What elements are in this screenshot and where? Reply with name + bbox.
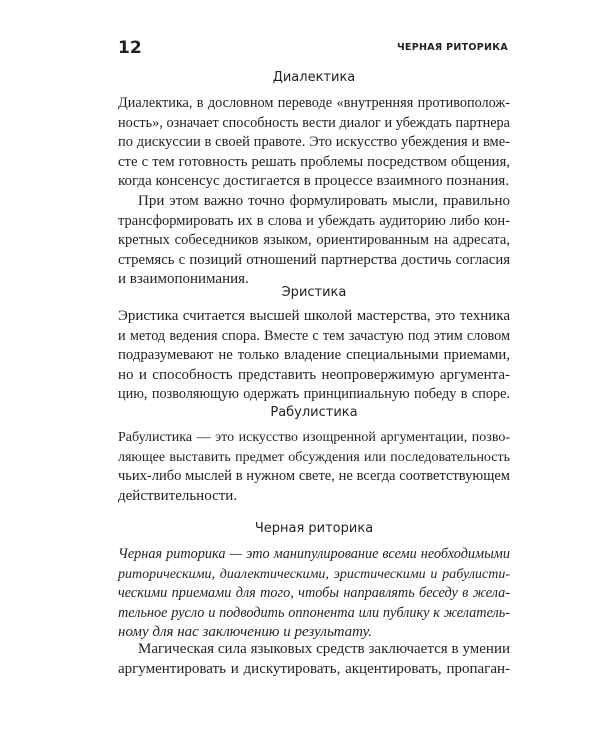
section-body-black-rhetoric bbox=[118, 545, 510, 643]
text-line: кретных собеседников языком, ориентированным на адресата, bbox=[118, 232, 510, 249]
text-line: Диалектика, в дословном переводе «внутренняя противополож- bbox=[118, 95, 510, 111]
closing-paragraph bbox=[118, 640, 510, 679]
text-line: ляющее выставить предмет обсуждения или последовательность bbox=[118, 449, 510, 465]
text-line: ность», означает способность вести диалог и убеждать партнера bbox=[118, 114, 510, 131]
section-body-dialectics bbox=[118, 94, 510, 290]
text-line: ческими приемами для того, чтобы направлять беседу в жела- bbox=[118, 585, 510, 602]
text-line: действительности. bbox=[118, 487, 238, 504]
page-number: 12 bbox=[118, 38, 142, 58]
section-heading-rabulistics: Рабулистика bbox=[270, 405, 358, 420]
text-line: При этом важно точно формулировать мысли, правильно bbox=[138, 192, 510, 209]
text-line: сте с тем готовность решать проблемы посредством общения, bbox=[118, 153, 510, 170]
running-title: ЧЕРНАЯ РИТОРИКА bbox=[396, 42, 508, 53]
text-line: по дискуссии в своей правоте. Это искусство убеждения и вме- bbox=[118, 134, 510, 151]
text-line: стремясь с позиций отношений партнерства достичь согласия bbox=[118, 251, 510, 268]
section-heading-dialectics: Диалектика bbox=[272, 70, 356, 85]
text-line: Магическая сила языковых средств заключается в умении bbox=[138, 641, 510, 657]
text-line: и взаимопонимания. bbox=[118, 271, 249, 288]
text-line: но и способность представить неопровержимую аргумента- bbox=[118, 366, 510, 383]
text-line: Рабулистика — это искусство изощренной аргументации, позво- bbox=[118, 430, 510, 445]
section-body-rabulistics bbox=[118, 428, 510, 506]
text-line: Черная риторика — это манипулирование всеми необходимыми bbox=[118, 546, 510, 562]
running-head bbox=[118, 36, 508, 60]
text-line: трансформировать их в слова и убеждать аудиторию либо кон- bbox=[118, 212, 510, 229]
text-line: цию, позволяющую одержать принципиальную победу в споре. bbox=[118, 386, 510, 403]
section-body-eristics bbox=[118, 307, 510, 405]
text-line: когда консенсус достигается в процессе взаимного познания. bbox=[118, 173, 510, 190]
text-line: и метод ведения спора. Вместе с тем зачастую под этим словом bbox=[118, 327, 510, 344]
text-line: тельное русло и подводить оппонента или публику к желатель- bbox=[118, 604, 510, 621]
text-line: подразумевают не только владение специальными приемами, bbox=[118, 347, 510, 364]
text-line: чьих-либо мыслей в нужном свете, не всегда соответствующем bbox=[118, 468, 510, 485]
section-heading-eristics: Эристика bbox=[281, 285, 347, 300]
text-line: аргументировать и дискутировать, акцентировать, пропаган- bbox=[118, 660, 510, 677]
text-line: риторическими, диалектическими, эристическими и рабулисти- bbox=[118, 566, 510, 582]
text-line: Эристика считается высшей школой мастерства, это техника bbox=[118, 308, 510, 324]
text-line: ному для нас заключению и результату. bbox=[118, 624, 373, 641]
section-heading-black-rhetoric: Черная риторика bbox=[254, 521, 374, 536]
